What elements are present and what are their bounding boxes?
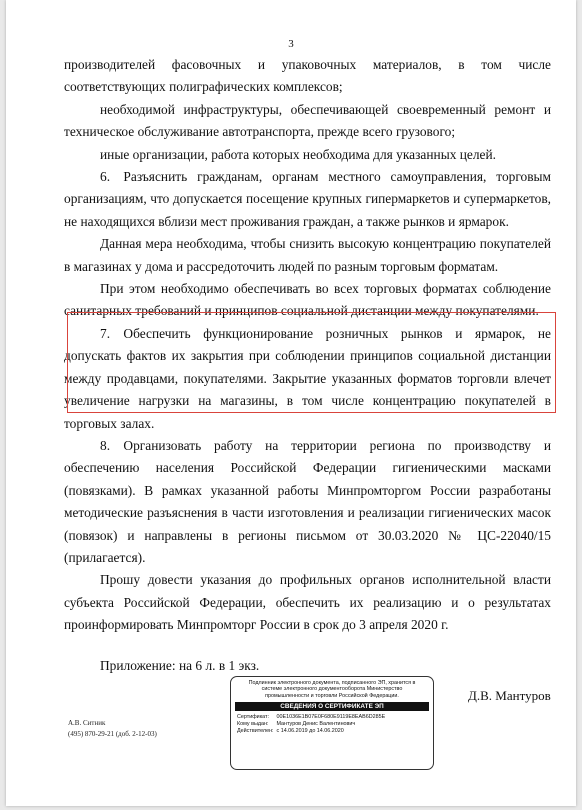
certificate-row-value: 00E1036E1B07E0F680E9119E8EAB6D285E (276, 714, 386, 721)
executor-name: А.В. Ситник (68, 719, 106, 727)
certificate-header: Подлинник электронного документа, подписанного ЭП, хранится в системе электронного документооборота Министерство промышленности и торговли Российской Федерации. (248, 680, 416, 699)
paragraph: 8. Организовать работу на территории региона по производству и обеспечению населения Российской Федерации гигиеническими масками (повязками). В рамках указанной работы Минпромторгом России разработаны методические разъяснения в части изготовления и реализации гигиенических масок (повязок) и направлены в регионы письмом от 30.03.2020 № ЦС-22040/15 (прилагается). (64, 437, 551, 565)
certificate-row (237, 728, 427, 735)
highlight-box (67, 312, 556, 413)
paragraph: Прошу довести указания до профильных органов исполнительной власти субъекта Российской Федерации, обеспечить их реализацию и о результатах проинформировать Минпромторг России в срок до 3 апреля 2020 г. (64, 572, 551, 633)
executor-phone: (495) 870-29-21 (доб. 2-12-03) (68, 730, 157, 738)
executor-info (68, 718, 157, 740)
paragraph-highlighted: 7. Обеспечить функционирование розничных рынков и ярмарок, не допускать фактов их закрытия при соблюдении принципов социальной дистанции между продавцами, покупателями. Закрытие указанных форматов торговли влечет увеличение нагрузки на магазины, в том числе концентрацию покупателей в торговых залах. (64, 325, 551, 431)
paragraph: необходимой инфраструктуры, обеспечивающей своевременный ремонт и техническое обслуживание автотранспорта, прежде всего грузового; (64, 101, 551, 140)
certificate-row-key: Сертификат: (237, 714, 270, 721)
certificate-row-value: с 14.06.2019 до 14.06.2020 (276, 728, 344, 735)
paragraph: При этом необходимо обеспечивать во всех торговых форматах соблюдение санитарных требований и принципов социальной дистанции между покупателями. (64, 281, 551, 319)
signer-name: Д.В. Мантуров (468, 688, 551, 703)
paragraph: производителей фасовочных и упаковочных материалов, в том числе соответствующих полиграфических комплексов; (64, 57, 551, 95)
paragraph: иные организации, работа которых необходима для указанных целей. (100, 146, 496, 162)
paragraph: 6. Разъяснить гражданам, органам местного самоуправления, торговым организациям, что допускается посещение крупных гипермаркетов и супермаркетов, не находящихся вблизи мест проживания граждан, а также рынков и ярмарок. (64, 169, 551, 229)
certificate-row-key: Действителен: (237, 728, 274, 735)
attachment-note: Приложение: на 6 л. в 1 экз. (100, 657, 260, 673)
certificate-row-value: Мантуров Денис Валентинович (276, 721, 356, 728)
certificate-title: СВЕДЕНИЯ О СЕРТИФИКАТЕ ЭП (235, 702, 429, 711)
certificate-row-key: Кому выдан: (237, 721, 269, 728)
certificate-row (237, 714, 427, 721)
document-page (6, 0, 576, 806)
signature-certificate-stamp (230, 676, 434, 770)
paragraph: Данная мера необходима, чтобы снизить высокую концентрацию покупателей в магазинах у дома и рассредоточить людей по разным торговым форматам. (64, 236, 551, 274)
page-number: 3 (288, 38, 294, 50)
certificate-details (231, 713, 433, 736)
